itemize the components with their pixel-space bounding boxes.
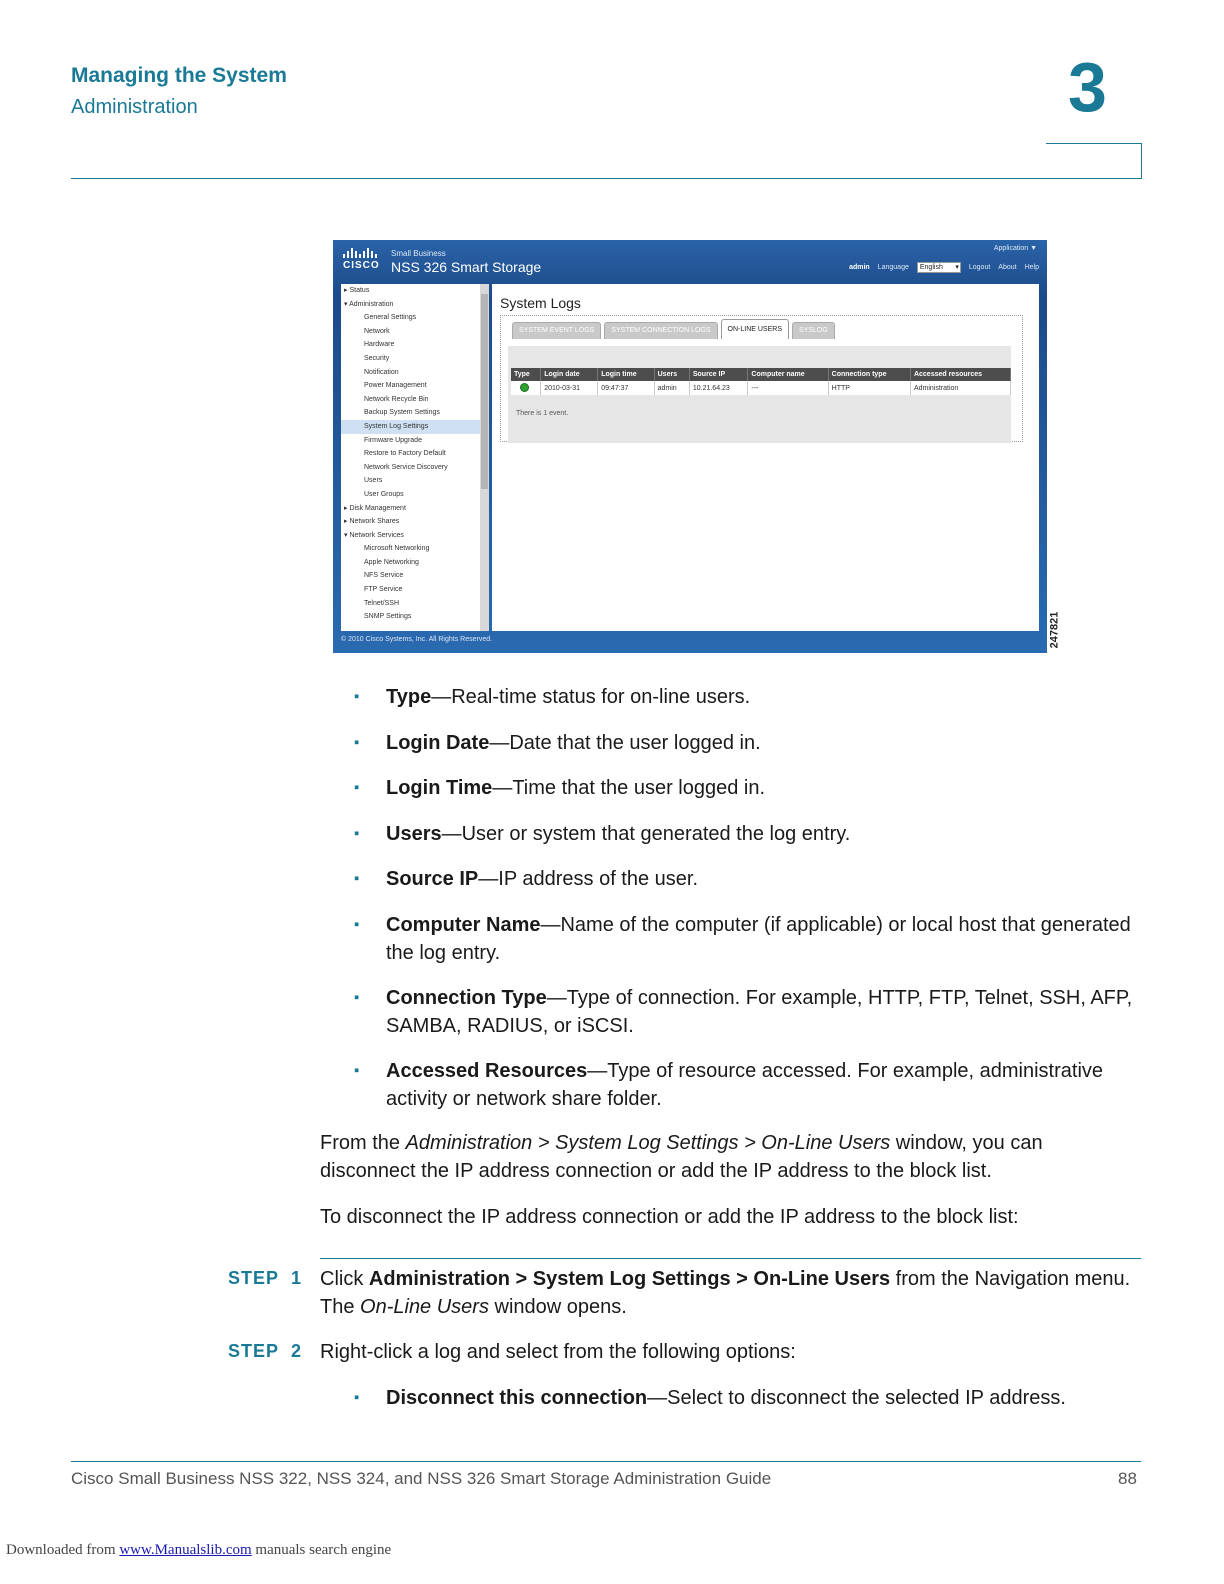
help-link[interactable]: Help bbox=[1024, 264, 1039, 271]
field-term: Users bbox=[386, 823, 442, 845]
nav-item[interactable] bbox=[341, 529, 488, 543]
nav-item[interactable] bbox=[341, 461, 488, 475]
download-text: Downloaded from bbox=[6, 1542, 120, 1558]
chapter-title: Managing the System bbox=[71, 64, 287, 87]
bullet-marker: ▪ bbox=[354, 916, 360, 933]
nav-item[interactable] bbox=[341, 502, 488, 516]
nav-item[interactable] bbox=[341, 515, 488, 529]
field-description bbox=[386, 1057, 1146, 1113]
nav-item[interactable] bbox=[341, 610, 488, 624]
bullet-marker: ▪ bbox=[354, 688, 360, 705]
step-text: window opens. bbox=[488, 1296, 627, 1318]
event-count: There is 1 event. bbox=[516, 410, 569, 417]
paragraph-steps-intro: To disconnect the IP address connection or add the IP address to the block list: bbox=[320, 1206, 1019, 1228]
nav-item-label: Network Shares bbox=[349, 518, 400, 526]
nav-item[interactable] bbox=[341, 542, 488, 556]
field-description bbox=[386, 911, 1146, 967]
nav-item-label: User Groups bbox=[364, 490, 404, 498]
triangle-right-icon[interactable]: ▸ bbox=[344, 504, 350, 512]
nav-item[interactable] bbox=[341, 393, 488, 407]
field-description bbox=[386, 865, 1146, 893]
nav-item-label: Users bbox=[364, 477, 383, 485]
field-desc: —User or system that generated the log entry. bbox=[441, 823, 851, 845]
nav-item[interactable] bbox=[341, 597, 488, 611]
nav-item[interactable] bbox=[341, 420, 488, 434]
bullet-marker: ▪ bbox=[354, 825, 360, 842]
page-number: 88 bbox=[1118, 1469, 1137, 1488]
cisco-logo bbox=[343, 248, 383, 274]
field-desc: —Real-time status for on-line users. bbox=[431, 686, 751, 708]
log-tab[interactable]: SYSTEM EVENT LOGS bbox=[512, 322, 601, 339]
application-menu[interactable]: Application ▼ bbox=[993, 245, 1037, 252]
nav-scroll-thumb[interactable] bbox=[481, 294, 488, 489]
table-cell: HTTP bbox=[828, 381, 910, 395]
field-description bbox=[386, 774, 1146, 802]
field-desc: —Name of the computer (if applicable) or local host that generated the log entry. bbox=[386, 914, 1131, 964]
nav-item[interactable] bbox=[341, 488, 488, 502]
bullet-marker: ▪ bbox=[354, 1062, 360, 1079]
nav-item-label: Network Services bbox=[349, 531, 404, 539]
field-desc: —Type of connection. For example, HTTP, FTP, Telnet, SSH, AFP, SAMBA, RADIUS, or iSCSI. bbox=[386, 987, 1133, 1037]
field-description bbox=[386, 820, 1146, 848]
nav-item-label: Backup System Settings bbox=[364, 409, 440, 417]
brand-small-text: Small Business bbox=[391, 249, 446, 258]
nav-item[interactable] bbox=[341, 298, 488, 312]
top-toolbar bbox=[849, 262, 1039, 273]
step-2-text: Right-click a log and select from the following options: bbox=[320, 1341, 796, 1363]
para-text: From the bbox=[320, 1132, 406, 1154]
field-description bbox=[386, 984, 1146, 1040]
nav-item-label: Telnet/SSH bbox=[364, 599, 400, 607]
chapter-box bbox=[1046, 143, 1142, 179]
manualslib-link[interactable]: www.Manualslib.com bbox=[119, 1542, 252, 1558]
online-users-table bbox=[511, 368, 1011, 395]
nav-item[interactable] bbox=[341, 474, 488, 488]
nav-item-label: System Log Settings bbox=[364, 422, 429, 430]
triangle-right-icon[interactable]: ▸ bbox=[344, 518, 350, 526]
triangle-down-icon[interactable]: ▾ bbox=[344, 300, 350, 308]
column-header[interactable]: Users bbox=[654, 368, 689, 381]
bullet-marker: ▪ bbox=[354, 734, 360, 751]
option-term: Disconnect this connection bbox=[386, 1387, 648, 1409]
figure-id bbox=[1049, 612, 1063, 652]
step-option bbox=[386, 1384, 1146, 1412]
nav-item-label: NFS Service bbox=[364, 572, 404, 580]
nav-item[interactable] bbox=[341, 379, 488, 393]
download-text: manuals search engine bbox=[251, 1542, 392, 1558]
column-header[interactable]: Accessed resources bbox=[910, 368, 1010, 381]
nav-item[interactable] bbox=[341, 311, 488, 325]
footer-title: Cisco Small Business NSS 322, NSS 324, and NSS 326 Smart Storage Administration Guide bbox=[71, 1469, 772, 1488]
nav-item[interactable] bbox=[341, 569, 488, 583]
nav-item-label: Administration bbox=[349, 300, 394, 308]
nav-item[interactable] bbox=[341, 556, 488, 570]
column-header[interactable]: Computer name bbox=[748, 368, 828, 381]
nav-item[interactable] bbox=[341, 325, 488, 339]
nav-item-label: Power Management bbox=[364, 382, 427, 390]
nav-scrollbar[interactable] bbox=[480, 284, 489, 631]
para-path: Administration > System Log Settings > On-Line Users bbox=[405, 1132, 891, 1154]
nav-item[interactable] bbox=[341, 284, 488, 298]
step-path: Administration > System Log Settings > On-Line Users bbox=[368, 1268, 891, 1290]
download-note bbox=[6, 1542, 391, 1559]
cisco-logo-text: CISCO bbox=[343, 260, 380, 271]
language-label: Language bbox=[877, 264, 909, 271]
product-title: NSS 326 Smart Storage bbox=[391, 259, 542, 275]
footer-rule bbox=[71, 1461, 1141, 1462]
online-users-grid bbox=[508, 346, 1011, 443]
nav-item-label: Network Recycle Bin bbox=[364, 395, 429, 403]
nav-item[interactable] bbox=[341, 434, 488, 448]
log-tabs bbox=[512, 322, 835, 339]
section-title: Administration bbox=[71, 96, 198, 118]
field-term: Source IP bbox=[386, 868, 479, 890]
nav-item[interactable] bbox=[341, 406, 488, 420]
triangle-down-icon[interactable]: ▾ bbox=[344, 531, 350, 539]
language-select[interactable]: English ▾ bbox=[917, 262, 961, 273]
user-name: admin bbox=[849, 264, 870, 271]
step-rule bbox=[320, 1258, 1141, 1259]
table-row[interactable] bbox=[511, 381, 1011, 395]
nav-item-label: Restore to Factory Default bbox=[364, 450, 446, 458]
nav-item-label: Firmware Upgrade bbox=[364, 436, 422, 444]
nav-item[interactable] bbox=[341, 366, 488, 380]
log-tab[interactable]: SYSLOG bbox=[792, 322, 835, 339]
field-term: Login Date bbox=[386, 732, 490, 754]
table-cell bbox=[511, 381, 541, 395]
field-desc: —IP address of the user. bbox=[478, 868, 699, 890]
nav-item-label: SNMP Settings bbox=[364, 613, 412, 621]
bullet-marker: ▪ bbox=[354, 870, 360, 887]
table-cell: 2010-03-31 bbox=[541, 381, 598, 395]
column-header[interactable]: Type bbox=[511, 368, 541, 381]
field-desc: —Date that the user logged in. bbox=[489, 732, 761, 754]
bullet-marker: ▪ bbox=[354, 989, 360, 1006]
field-description bbox=[386, 683, 1146, 711]
step-number: 1 bbox=[291, 1268, 302, 1288]
field-desc: —Type of resource accessed. For example, administrative activity or network share folder. bbox=[386, 1060, 1104, 1110]
log-tab[interactable]: ON-LINE USERS bbox=[721, 319, 789, 339]
step-text: Click bbox=[320, 1268, 369, 1290]
field-description bbox=[386, 729, 1146, 757]
nav-item-label: Apple Networking bbox=[364, 558, 419, 566]
field-term: Connection Type bbox=[386, 987, 547, 1009]
nav-item[interactable] bbox=[341, 352, 488, 366]
nav-item-label: Security bbox=[364, 354, 390, 362]
column-header[interactable]: Login time bbox=[598, 368, 654, 381]
nav-item[interactable] bbox=[341, 583, 488, 597]
nav-item-label: Hardware bbox=[364, 341, 395, 349]
nav-item-label: Microsoft Networking bbox=[364, 545, 430, 553]
paragraph-intro bbox=[320, 1129, 1140, 1185]
step-label: STEP bbox=[228, 1341, 280, 1361]
column-header[interactable]: Connection type bbox=[828, 368, 910, 381]
table-cell: 09:47:37 bbox=[598, 381, 654, 395]
nav-item-label: Network Service Discovery bbox=[364, 463, 448, 471]
content-panel bbox=[492, 284, 1039, 631]
bullet-marker: ▪ bbox=[354, 1389, 360, 1406]
table-cell: Administration bbox=[910, 381, 1010, 395]
step-number: 2 bbox=[291, 1341, 302, 1361]
step-window: On-Line Users bbox=[360, 1296, 489, 1318]
option-desc: —Select to disconnect the selected IP address. bbox=[647, 1387, 1066, 1409]
header-rule bbox=[71, 178, 1142, 179]
copyright: © 2010 Cisco Systems, Inc. All Rights Reserved. bbox=[341, 636, 493, 643]
field-term: Type bbox=[386, 686, 432, 708]
navigation-tree bbox=[341, 284, 488, 631]
chapter-number: 3 bbox=[1068, 48, 1107, 126]
nav-item[interactable] bbox=[341, 338, 488, 352]
nav-item[interactable] bbox=[341, 447, 488, 461]
nav-item-label: Disk Management bbox=[349, 504, 406, 512]
step-label: STEP bbox=[228, 1268, 280, 1288]
column-header[interactable]: Source IP bbox=[689, 368, 748, 381]
table-cell: 10.21.64.23 bbox=[689, 381, 748, 395]
online-status-icon bbox=[520, 383, 529, 392]
para-text: window, you can disconnect the IP address connection or add the IP address to the block list. bbox=[320, 1132, 1043, 1182]
bullet-marker: ▪ bbox=[354, 779, 360, 796]
content-title: System Logs bbox=[500, 295, 581, 311]
table-cell: --- bbox=[748, 381, 828, 395]
step-1-text bbox=[320, 1265, 1140, 1321]
column-header[interactable]: Login date bbox=[541, 368, 598, 381]
table-cell: admin bbox=[654, 381, 689, 395]
field-desc: —Time that the user logged in. bbox=[492, 777, 766, 799]
figure-id-text: 247821 bbox=[1048, 611, 1061, 649]
field-term: Computer Name bbox=[386, 914, 541, 936]
step-text: from the Navigation menu. The bbox=[320, 1268, 1131, 1318]
log-tab[interactable]: SYSTEM CONNECTION LOGS bbox=[604, 322, 717, 339]
nav-item-label: Status bbox=[349, 287, 370, 294]
nss-screenshot bbox=[333, 240, 1047, 653]
nav-item-label: FTP Service bbox=[364, 586, 403, 594]
about-link[interactable]: About bbox=[998, 264, 1017, 271]
nav-item-label: General Settings bbox=[364, 314, 417, 322]
field-term: Accessed Resources bbox=[386, 1060, 588, 1082]
logout-link[interactable]: Logout bbox=[968, 264, 991, 271]
field-term: Login Time bbox=[386, 777, 493, 799]
nav-item-label: Network bbox=[364, 327, 390, 335]
triangle-right-icon[interactable]: ▸ bbox=[344, 287, 350, 294]
nav-item-label: Notification bbox=[364, 368, 399, 376]
